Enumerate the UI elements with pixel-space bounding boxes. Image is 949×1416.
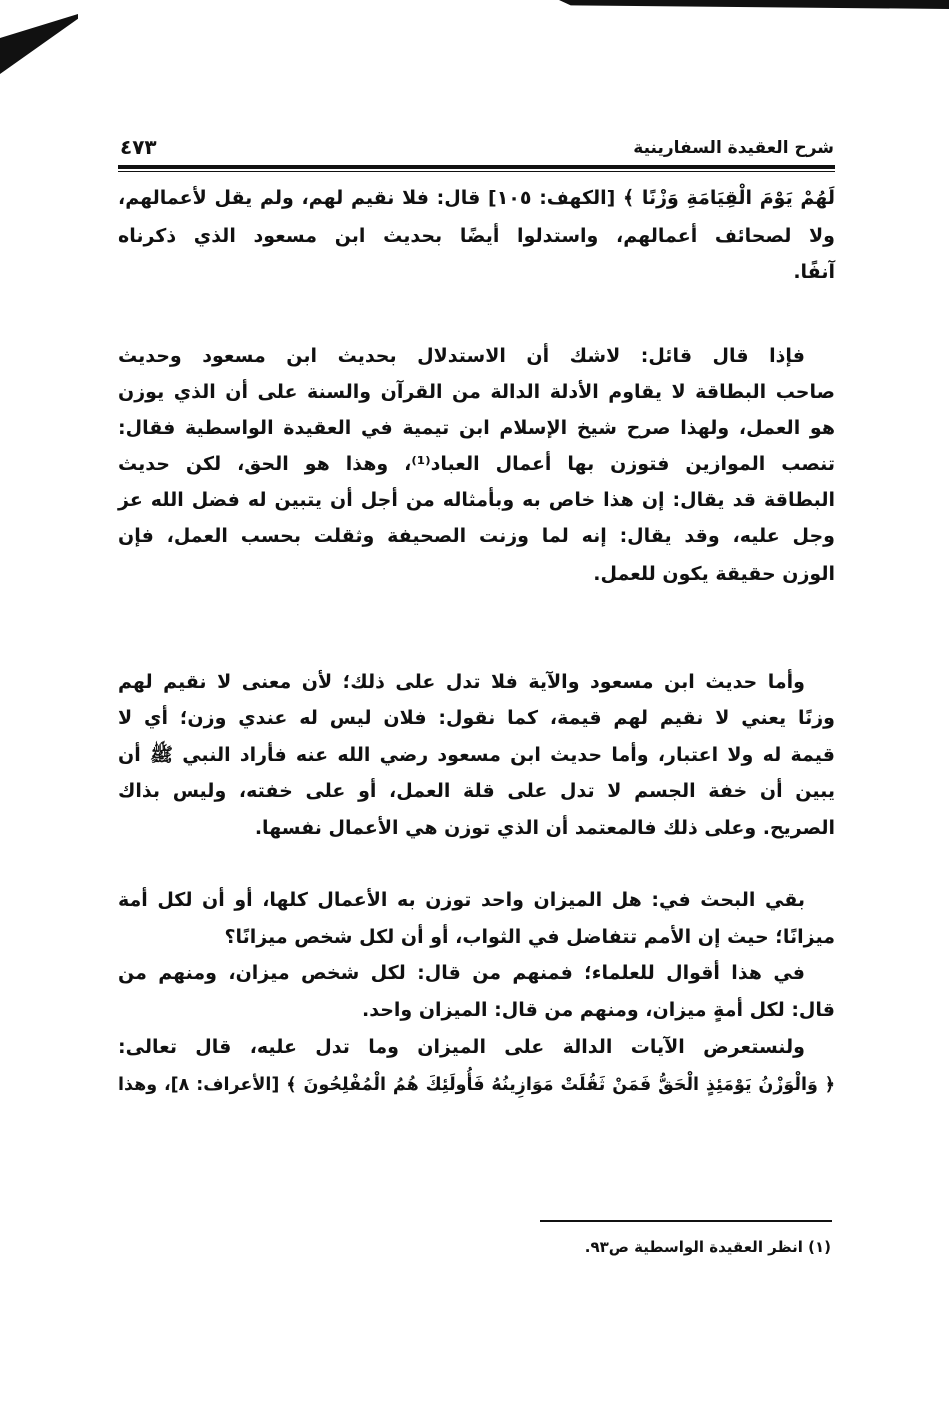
- text-line: الوزن حقيقة يكون للعمل.: [593, 563, 835, 585]
- text-line: فإذا قال قائل: لاشك أن الاستدلال بحديث ابن مسعود وحديث: [118, 345, 805, 367]
- text-line: ميزانًا؛ حيث إن الأمم تتفاضل في الثواب، أو أن لكل شخص ميزانًا؟: [224, 926, 835, 948]
- text-line: البطاقة قد يقال: إن هذا خاص به وبأمثاله من أجل أن يتبين له فضل الله عز: [118, 489, 835, 511]
- text-line: آنفًا.: [793, 261, 835, 283]
- text-line: قال: لكل أمةٍ ميزان، ومنهم من قال: الميزان واحد.: [362, 999, 835, 1021]
- header-rule-thin: [118, 171, 835, 172]
- footnote: (١) انظر العقيدة الواسطية ص٩٣.: [584, 1238, 831, 1256]
- scan-edge-mark: [0, 14, 78, 74]
- text-line: صاحب البطاقة لا يقاوم الأدلة الدالة من القرآن والسنة على أن الذي يوزن: [118, 381, 835, 403]
- running-header-title: شرح العقيدة السفارينية: [633, 138, 834, 158]
- text-line: ولنستعرض الآيات الدالة على الميزان وما تدل عليه، قال تعالى:: [118, 1036, 805, 1058]
- text-line: وزنًا يعني لا نقيم لهم قيمة، كما نقول: فلان ليس له عندي وزن؛ أي لا: [118, 707, 835, 729]
- text-line: وأما حديث ابن مسعود والآية فلا تدل على ذلك؛ لأن معنى لا نقيم لهم: [118, 671, 805, 693]
- text-line: لَهُمْ يَوْمَ الْقِيَامَةِ وَزْنًا ﴾ [الكهف: ١٠٥] قال: فلا نقيم لهم، ولم يقل لأعمالهم،: [118, 187, 835, 209]
- text-line: هو العمل، ولهذا صرح شيخ الإسلام ابن تيمية في العقيدة الواسطية فقال:: [118, 417, 835, 439]
- text-line: بقي البحث في: هل الميزان واحد توزن به الأعمال كلها، أو أن لكل أمة: [118, 889, 805, 911]
- text-line: ﴿ وَالْوَزْنُ يَوْمَئِذٍ الْحَقُّ فَمَنْ ثَقُلَتْ مَوَازِينُهُ فَأُولَئِكَ هُمُ الْمُفْلِحُونَ ﴾ [الأعراف: ٨]، وهذا: [118, 1075, 835, 1095]
- text-line: في هذا أقوال للعلماء؛ فمنهم من قال: لكل شخص ميزان، ومنهم من: [118, 962, 805, 984]
- text-line: تنصب الموازين فتوزن بها أعمال العباد⁽¹⁾، وهذا هو الحق، لكن حديث: [118, 453, 835, 475]
- footnote-rule: [540, 1220, 832, 1222]
- text-line: وجل عليه، وقد يقال: إنه لما وزنت الصحيفة وثقلت بحسب العمل، فإن: [118, 525, 835, 547]
- text-line: الصريح. وعلى ذلك فالمعتمد أن الذي توزن هي الأعمال نفسها.: [254, 817, 835, 839]
- scan-edge-bar: [559, 0, 949, 9]
- page-number: ٤٧٣: [120, 135, 157, 159]
- text-line: يبين أن خفة الجسم لا تدل على قلة العمل، أو على خفته، وليس بذاك: [118, 780, 835, 802]
- header-rule: [118, 165, 835, 169]
- text-line: ولا لصحائف أعمالهم، واستدلوا أيضًا بحديث ابن مسعود الذي ذكرناه: [118, 225, 835, 247]
- text-line: قيمة له ولا اعتبار، وأما حديث ابن مسعود رضي الله عنه فأراد النبي ﷺ أن: [118, 744, 835, 766]
